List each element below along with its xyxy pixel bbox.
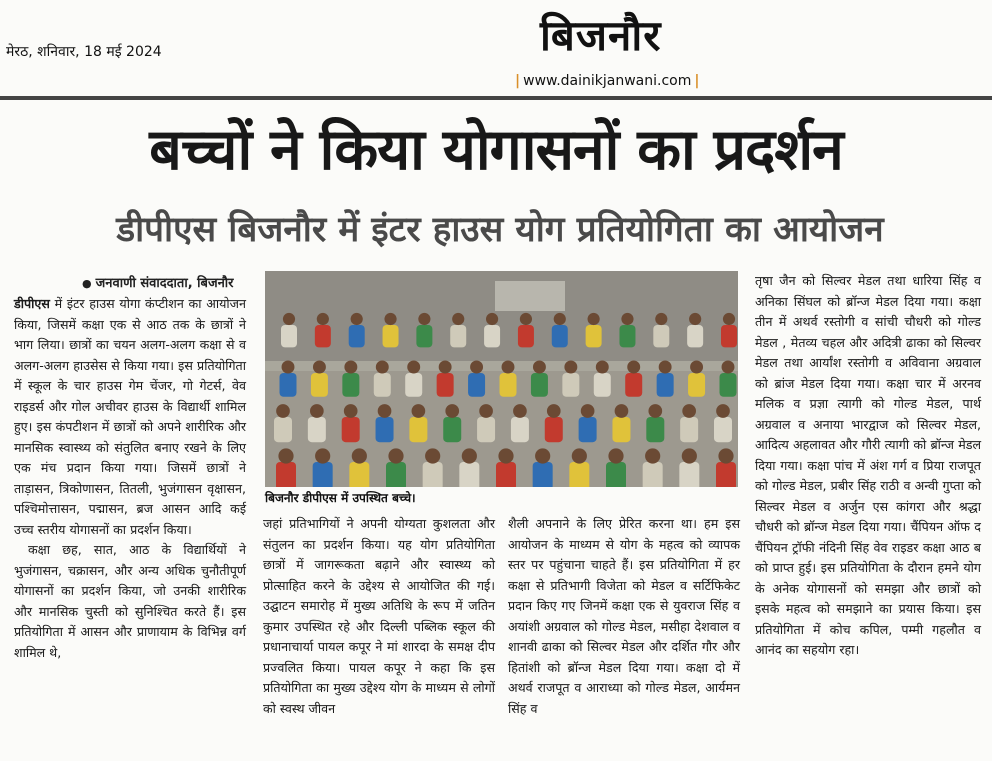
article-column-1 bbox=[14, 294, 246, 663]
byline bbox=[82, 273, 234, 291]
lead-word: डीपीएस bbox=[14, 296, 50, 311]
paragraph: कक्षा छह, सात, आठ के विद्यार्थियों ने भुजंगासन, चक्रासन, और अन्य अधिक चुनौतीपूर्ण योगासनों का प्रदर्शन किया, जो उनकी शारीरिक और मानसिक चुस्ती को सुनिश्चित करते हैं। इस प्रतियोगिता में आसन और प्राणायाम के विभिन्न वर्ग शामिल थे, bbox=[14, 542, 246, 660]
separator: | bbox=[694, 73, 700, 89]
photo-illustration bbox=[265, 271, 738, 487]
masthead: बिजनौर bbox=[540, 11, 662, 60]
article-column-4 bbox=[755, 271, 981, 661]
paragraph: शैली अपनाने के लिए प्रेरित करना था। हम इस आयोजन के माध्यम से योग के महत्व को व्यापक स्तर पर पहुंचाना चाहते हैं। इस प्रतियोगिता में हर कक्षा से प्रतिभागी विजेता को मेडल व सर्टिफिकेट प्रदान किए गए जिनमें कक्षा एक से युवराज सिंह व अयांशी अग्रवाल को गोल्ड मेडल, मसीहा देशवाल व शानवी ढाका को सिल्वर मेडल और दर्शित गौर और हितांशी को ब्रॉन्ज मेडल दिया गया। कक्षा दो में अथर्व राजपूत व आराध्या को गोल्ड मेडल, आर्यमन सिंह व bbox=[508, 516, 740, 716]
subheadline: डीपीएस बिजनौर में इंटर हाउस योग प्रतियोगिता का आयोजन bbox=[116, 210, 884, 250]
paragraph-text: में इंटर हाउस योगा कंप्टीशन का आयोजन किया, जिसमें कक्षा एक से आठ तक के छात्रों ने भाग लिया। छात्रों का चयन अलग-अलग कक्षा से व अलग-अलग हाउसेस से किया गया। इस प्रतियोगिता में स्कूल के चार हाउस गेम चेंजर, गो गेटर्स, वेव राइडर्स और गोल अचीवर हाउस के विद्यार्थी शामिल हुए। इस कंपटीशन में छात्रों को अपने शारीरिक और मानसिक स्वास्थ्य को संतुलित बनाए रखने के लिए एक मंच प्रदान किया गया। जिसमें छात्रों ने ताड़ासन, त्रिकोणासन, तितली, भुजंगासन वृक्षासन, पश्चिमोत्तासन, पद्मासन, ब्रज आसन आदि कई उच्च स्तरीय योगासनों का प्रदर्शन किया। bbox=[14, 296, 246, 537]
article-column-2 bbox=[263, 514, 495, 719]
header-rule bbox=[0, 96, 992, 100]
website-url[interactable]: www.dainikjanwani.com bbox=[523, 73, 692, 89]
headline: बच्चों ने किया योगासनों का प्रदर्शन bbox=[149, 117, 843, 183]
paragraph: जहां प्रतिभागियों ने अपनी योग्यता कुशलता और संतुलन का प्रदर्शन किया। यह योग प्रतियोगिता छात्रों में जागरूकता बढ़ाने और स्वास्थ्य को प्रोत्साहित करने के उद्देश्य से आयोजित की गई। उद्घाटन समारोह में मुख्य अतिथि के रूप में जतिन कुमार उपस्थित रहे और दिल्ली पब्लिक स्कूल की प्रधानाचार्या पायल कपूर ने मां शारदा के समक्ष दीप प्रज्वलित किया। पायल कपूर ने कहा कि इस प्रतियोगिता का मुख्य उद्देश्य योग के माध्यम से लोगों को स्वस्थ जीवन bbox=[263, 516, 495, 716]
event-photo bbox=[265, 271, 738, 487]
photo-caption: बिजनौर डीपीएस में उपस्थित बच्चे। bbox=[265, 491, 416, 505]
bullet-icon: ● bbox=[82, 277, 92, 290]
article-column-3 bbox=[508, 514, 740, 719]
separator: | bbox=[515, 73, 521, 89]
paragraph: तृषा जैन को सिल्वर मेडल तथा धारिया सिंह व अनिका सिंघल को ब्रॉन्ज मेडल दिया गया। कक्षा तीन में अथर्व रस्तोगी व सांची चौधरी को गोल्ड मेडल , मेतव्य चहल और अदित्री ढाका को सिल्वर मेडल तथा आर्यांश रस्तोगी व अविवाना अग्रवाल को ब्रांज मेडल दिया गया। कक्षा चार में अरनव मलिक व प्रज्ञा त्यागी को गोल्ड मेडल, पार्थ अग्रवाल व अनाया भारद्वाज को सिल्वर मेडल, आदित्य अहलावत और गौरी त्यागी को ब्रॉन्ज मेडल दिया गया। कक्षा पांच में अंश गर्ग व प्रिया राजपूत को गोल्ड मेडल, प्रबीर सिंह राठी व अन्वी गुप्ता को सिल्वर मेडल व अर्जुन एस कांगरा और श्रद्धा चौधरी को ब्रॉन्ज मेडल दिया गया। चैंपियन ऑफ द चैंपियन ट्रॉफी नंदिनी सिंह वेव राइडर कक्षा आठ ब को प्राप्त हुई। इस प्रतियोगिता के दौरान हमने योग के अनेक योगासनों को समझा और छात्रों को इसके महत्व को समझाने का प्रयास किया। इस प्रतियोगिता में कोच कपिल, पम्मी गहलौत व आनंद का सहयोग रहा। bbox=[755, 273, 981, 657]
dateline: मेरठ, शनिवार, 18 मई 2024 bbox=[6, 44, 162, 60]
website-line bbox=[512, 73, 702, 89]
paragraph bbox=[14, 294, 246, 540]
byline-text: जनवाणी संवाददाता, बिजनौर bbox=[95, 276, 234, 291]
